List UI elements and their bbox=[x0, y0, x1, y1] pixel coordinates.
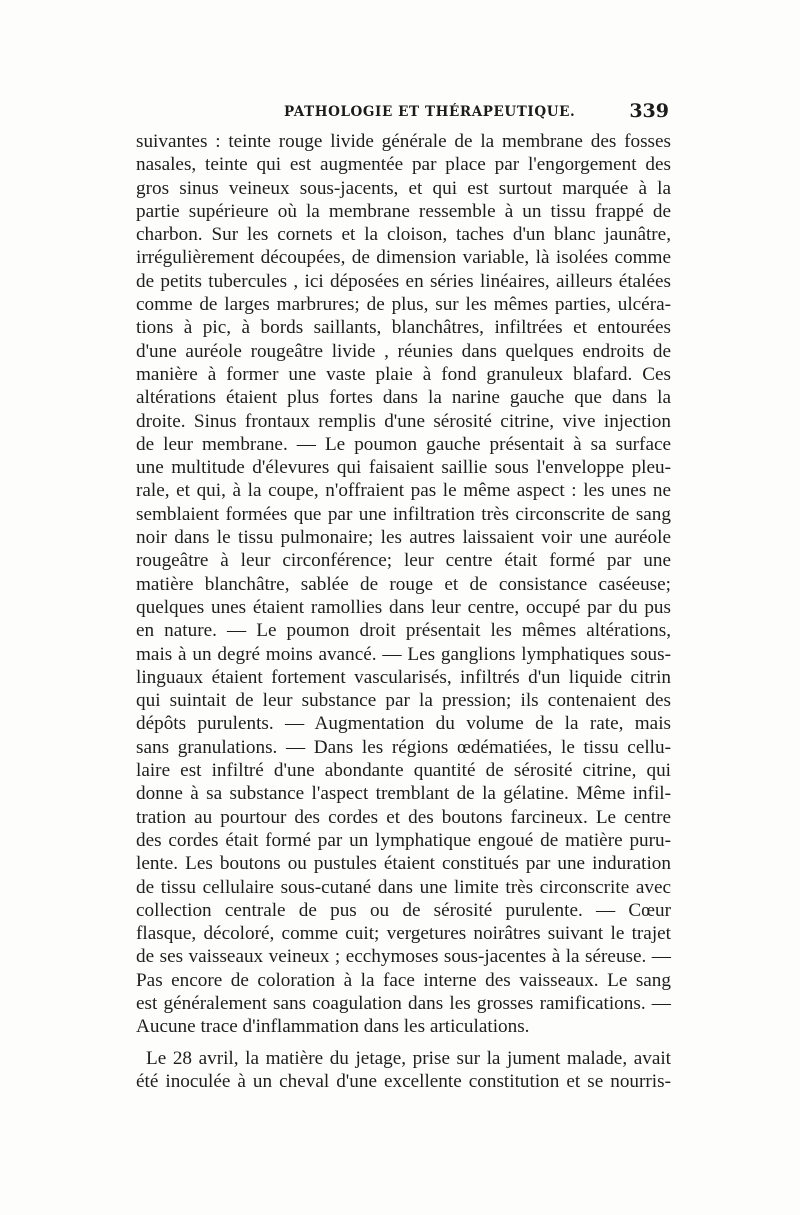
text-line: noir dans le tissu pulmonaire; les autres laissaient voir une auréole bbox=[136, 527, 671, 549]
text-line: quelques unes étaient ramollies dans leur centre, occupé par du pus bbox=[136, 596, 671, 618]
page-body bbox=[136, 130, 671, 1093]
paragraph-2 bbox=[136, 1047, 671, 1094]
text-line: partie supérieure où la membrane ressemble à un tissu frappé de bbox=[136, 200, 671, 222]
text-line: d'une auréole rougeâtre livide , réunies dans quelques endroits de bbox=[136, 340, 671, 362]
text-line: suivantes : teinte rouge livide générale de la membrane des fosses bbox=[136, 131, 671, 152]
text-line: linguaux étaient fortement vascularisés, infiltrés d'un liquide citrin bbox=[136, 666, 671, 688]
text-line: tions à pic, à bords saillants, blanchâtres, infiltrées et entourées bbox=[136, 317, 671, 339]
text-line: de tissu cellulaire sous-cutané dans une limite très circonscrite avec bbox=[136, 876, 671, 898]
text-line: comme de larges marbrures; de plus, sur les mêmes parties, ulcéra- bbox=[136, 294, 671, 316]
text-line: de leur membrane. — Le poumon gauche présentait à sa surface bbox=[136, 433, 671, 455]
text-line: de ses vaisseaux veineux ; ecchymoses sous-jacentes à la séreuse. — bbox=[136, 946, 671, 968]
text-line: irrégulièrement découpées, de dimension variable, là isolées comme bbox=[136, 247, 671, 269]
text-line: gros sinus veineux sous-jacents, et qui est surtout marquée à la bbox=[136, 177, 671, 199]
text-line: qui suintait de leur substance par la pression; ils contenaient des bbox=[136, 690, 671, 712]
page-header bbox=[136, 100, 671, 126]
text-line: des cordes était formé par un lymphatique engoué de matière puru- bbox=[136, 829, 671, 851]
text-line: flasque, décoloré, comme cuit; vergetures noirâtres suivant le trajet bbox=[136, 923, 671, 945]
page-number: 339 bbox=[629, 100, 669, 122]
text-line: Pas encore de coloration à la face interne des vaisseaux. Le sang bbox=[136, 969, 671, 991]
text-line: Le 28 avril, la matière du jetage, prise sur la jument malade, avait bbox=[146, 1047, 671, 1069]
text-line: charbon. Sur les cornets et la cloison, taches d'un blanc jaunâtre, bbox=[136, 224, 671, 246]
text-line: une multitude d'élevures qui faisaient saillie sous l'enveloppe pleu- bbox=[136, 457, 671, 479]
text-line: de petits tubercules , ici déposées en séries linéaires, ailleurs étalées bbox=[136, 270, 671, 292]
text-line: sans granulations. — Dans les régions œdématiées, le tissu cellu- bbox=[136, 736, 671, 758]
paragraph-1 bbox=[136, 130, 671, 1039]
text-line: altérations étaient plus fortes dans la narine gauche que dans la bbox=[136, 387, 671, 409]
text-line: mais à un degré moins avancé. — Les ganglions lymphatiques sous- bbox=[136, 643, 671, 665]
text-line: collection centrale de pus ou de sérosité purulente. — Cœur bbox=[136, 899, 671, 921]
text-line: lente. Les boutons ou pustules étaient constitués par une induration bbox=[136, 853, 671, 875]
text-line: nasales, teinte qui est augmentée par place par l'engorgement des bbox=[136, 154, 671, 176]
text-line: manière à former une vaste plaie à fond granuleux blafard. Ces bbox=[136, 363, 671, 385]
text-line: semblaient formées que par une infiltration très circonscrite de sang bbox=[136, 503, 671, 525]
text-line: droite. Sinus frontaux remplis d'une sérosité citrine, vive injection bbox=[136, 410, 671, 432]
text-line: rougeâtre à leur circonférence; leur centre était formé par une bbox=[136, 550, 671, 572]
text-line: dépôts purulents. — Augmentation du volume de la rate, mais bbox=[136, 713, 671, 735]
text-line: tration au pourtour des cordes et des boutons farcineux. Le centre bbox=[136, 806, 671, 828]
text-line: matière blanchâtre, sablée de rouge et de consistance caséeuse; bbox=[136, 573, 671, 595]
text-line: été inoculée à un cheval d'une excellente constitution et se nourris- bbox=[136, 1070, 671, 1092]
text-line: est généralement sans coagulation dans les grosses ramifications. — bbox=[136, 992, 671, 1014]
text-line: rale, et qui, à la coupe, n'offraient pas le même aspect : les unes ne bbox=[136, 480, 671, 502]
text-line: Aucune trace d'inflammation dans les articulations. bbox=[136, 1016, 530, 1038]
text-line: donne à sa substance l'aspect tremblant de la gélatine. Même infil- bbox=[136, 783, 671, 805]
running-head: PATHOLOGIE ET THÉRAPEUTIQUE. bbox=[284, 104, 576, 120]
text-line: en nature. — Le poumon droit présentait les mêmes altérations, bbox=[136, 620, 671, 642]
text-line: laire est infiltré d'une abondante quantité de sérosité citrine, qui bbox=[136, 760, 671, 782]
